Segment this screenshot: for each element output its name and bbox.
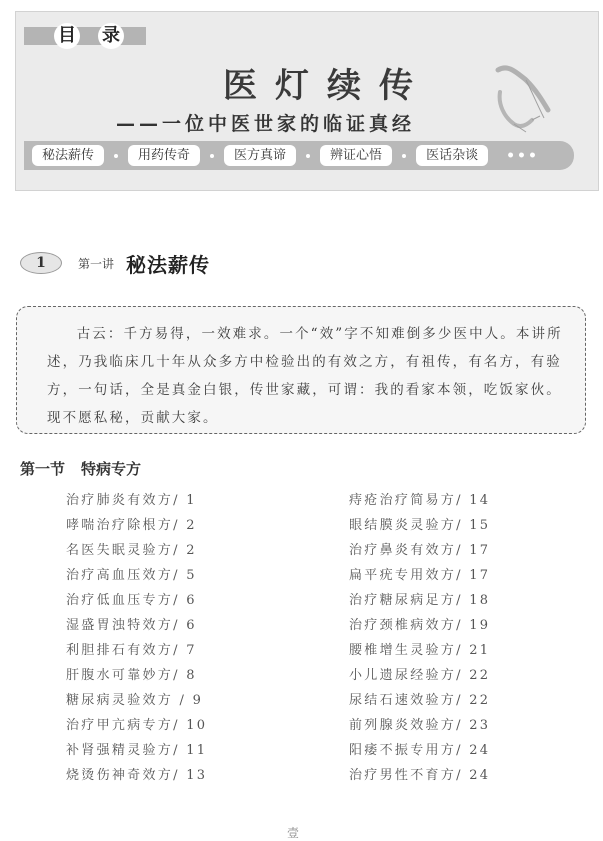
section-label-bar — [24, 27, 146, 45]
toc-entry[interactable] — [349, 639, 490, 664]
section-label-char: 目 — [54, 23, 80, 49]
toc-entry-title: 治疗糖尿病足方 — [349, 593, 457, 608]
toc-entry-page: 10 — [186, 718, 208, 733]
toc-entry[interactable] — [349, 589, 490, 614]
toc-entry-title: 治疗鼻炎有效方 — [349, 543, 457, 558]
toc-entry[interactable] — [66, 589, 207, 614]
toc-entry-page: 1 — [186, 493, 197, 508]
toc-entry-page: 14 — [469, 493, 491, 508]
toc-entry-title: 利胆排石有效方 — [66, 643, 174, 658]
separator-dot — [210, 154, 214, 158]
toc-entry-title: 尿结石速效验方 — [349, 693, 457, 708]
toc-separator: / — [456, 743, 470, 758]
toc-entry-page: 22 — [469, 668, 491, 683]
book-subtitle: ——一位中医世家的临证真经 — [116, 113, 416, 135]
toc-separator: / — [173, 493, 187, 508]
toc-entry-title: 治疗男性不育方 — [349, 768, 457, 783]
toc-separator: / — [456, 518, 470, 533]
toc-entry[interactable] — [349, 764, 490, 789]
toc-entry-title: 哮喘治疗除根方 — [66, 518, 174, 533]
toc-entry-page: 24 — [469, 743, 491, 758]
toc-separator: / — [456, 593, 470, 608]
toc-separator: / — [179, 693, 193, 708]
toc-entry-title: 治疗高血压效方 — [66, 568, 174, 583]
toc-separator: / — [456, 618, 470, 633]
toc-separator: / — [173, 518, 187, 533]
toc-column-right — [349, 489, 490, 789]
toc-separator: / — [173, 668, 187, 683]
page-number: 壹 — [287, 826, 300, 840]
toc-entry-title: 前列腺炎效验方 — [349, 718, 457, 733]
book-title: 医灯续传 — [223, 66, 431, 106]
toc-entry[interactable] — [349, 564, 490, 589]
toc-separator: / — [456, 693, 470, 708]
section-label-char: 录 — [98, 23, 124, 49]
toc-entry-title: 烧烫伤神奇效方 — [66, 768, 174, 783]
toc-entry[interactable] — [66, 664, 207, 689]
toc-entry-title: 扁平疣专用效方 — [349, 568, 457, 583]
lecture-number-badge: 1 — [20, 252, 62, 274]
lecture-header — [20, 248, 210, 278]
toc-separator: / — [456, 643, 470, 658]
toc-entry-title: 肝腹水可靠妙方 — [66, 668, 174, 683]
toc-entry-page: 11 — [186, 743, 208, 758]
toc-entry-title: 治疗低血压专方 — [66, 593, 174, 608]
toc-banner — [15, 11, 599, 191]
toc-separator: / — [173, 618, 187, 633]
toc-entry[interactable] — [349, 689, 490, 714]
toc-separator: / — [173, 643, 187, 658]
lecture-label: 第一讲 — [78, 256, 115, 271]
toc-entry-page: 15 — [469, 518, 491, 533]
toc-entry-page: 22 — [469, 693, 491, 708]
toc-separator: / — [456, 543, 470, 558]
toc-separator: / — [456, 668, 470, 683]
toc-entry-title: 小儿遗尿经验方 — [349, 668, 457, 683]
toc-entry-page: 2 — [186, 543, 197, 558]
toc-entry-page: 6 — [186, 618, 197, 633]
toc-entry-page: 18 — [469, 593, 491, 608]
toc-entry-page: 5 — [186, 568, 197, 583]
section-heading — [20, 458, 141, 479]
nav-item-yihua[interactable]: 医话杂谈 — [416, 145, 488, 166]
separator-dot — [306, 154, 310, 158]
toc-entry-page: 8 — [186, 668, 197, 683]
nav-item-yongyao[interactable]: 用药传奇 — [128, 145, 200, 166]
toc-entry-page: 9 — [192, 693, 204, 708]
toc-entry[interactable] — [66, 689, 207, 714]
toc-separator: / — [173, 568, 187, 583]
toc-entry[interactable] — [66, 539, 207, 564]
toc-entry[interactable] — [66, 564, 207, 589]
toc-entry-title: 治疗肺炎有效方 — [66, 493, 174, 508]
toc-entry[interactable] — [349, 664, 490, 689]
nav-item-mifa[interactable]: 秘法薪传 — [32, 145, 104, 166]
toc-entry-page: 13 — [186, 768, 208, 783]
toc-entry-title: 治疗甲亢病专方 — [66, 718, 174, 733]
toc-entry[interactable] — [66, 739, 207, 764]
toc-entry[interactable] — [66, 764, 207, 789]
intro-box — [16, 306, 586, 434]
more-icon[interactable]: ••• — [506, 147, 539, 164]
lecture-title: 秘法薪传 — [126, 252, 211, 277]
nav-item-yifang[interactable]: 医方真谛 — [224, 145, 296, 166]
toc-entry-title: 名医失眠灵验方 — [66, 543, 174, 558]
toc-separator: / — [456, 493, 470, 508]
toc-entry-title: 治疗颈椎病效方 — [349, 618, 457, 633]
toc-entry-title: 眼结膜炎灵验方 — [349, 518, 457, 533]
separator-dot — [402, 154, 406, 158]
toc-entry-page: 6 — [186, 593, 197, 608]
toc-entry-page: 2 — [186, 518, 197, 533]
toc-entry-page: 7 — [186, 643, 197, 658]
toc-entry-title: 补肾强精灵验方 — [66, 743, 174, 758]
section-title: 特病专方 — [81, 460, 142, 478]
toc-separator: / — [173, 743, 187, 758]
toc-entry[interactable] — [349, 539, 490, 564]
toc-column-left — [66, 489, 207, 789]
toc-separator: / — [173, 593, 187, 608]
toc-entry-page: 24 — [469, 768, 491, 783]
toc-entry[interactable] — [66, 714, 207, 739]
toc-separator: / — [456, 568, 470, 583]
toc-entry[interactable] — [349, 489, 490, 514]
toc-entry-title: 痔疮治疗简易方 — [349, 493, 457, 508]
toc-entry[interactable] — [66, 639, 207, 664]
herb-root-icon — [486, 62, 556, 137]
toc-entry-page: 23 — [469, 718, 491, 733]
toc-entry[interactable] — [349, 514, 490, 539]
toc-entry[interactable] — [349, 614, 490, 639]
separator-dot — [114, 154, 118, 158]
toc-entry-page: 21 — [469, 643, 491, 658]
toc-entry-title: 湿盛胃浊特效方 — [66, 618, 174, 633]
toc-entry[interactable] — [66, 614, 207, 639]
toc-entry-page: 19 — [469, 618, 491, 633]
category-nav — [24, 141, 574, 170]
nav-item-bianzheng[interactable]: 辨证心悟 — [320, 145, 392, 166]
toc-entry-title: 腰椎增生灵验方 — [349, 643, 457, 658]
toc-entry[interactable] — [66, 514, 207, 539]
toc-separator: / — [173, 768, 187, 783]
toc-entry-title: 糖尿病灵验效方 — [66, 693, 180, 708]
toc-separator: / — [173, 718, 187, 733]
toc-entry[interactable] — [66, 489, 207, 514]
toc-entry-title: 阳痿不振专用方 — [349, 743, 457, 758]
toc-separator: / — [456, 768, 470, 783]
toc-entry[interactable] — [349, 739, 490, 764]
section-number: 第一节 — [20, 460, 66, 478]
toc-entry[interactable] — [349, 714, 490, 739]
toc-separator: / — [456, 718, 470, 733]
toc-separator: / — [173, 543, 187, 558]
toc-entry-page: 17 — [469, 543, 491, 558]
toc-entry-page: 17 — [469, 568, 491, 583]
intro-text: 古云：千方易得，一效难求。一个“效”字不知难倒多少医中人。本讲所述，乃我临床几十年从众多方中检验出的有效之方，有祖传，有名方，有验方，一句话，全是真金白银，传世家藏，可谓：我的看家本领，吃饭家伙。现不愿私秘，贡献大家。 — [47, 326, 563, 426]
